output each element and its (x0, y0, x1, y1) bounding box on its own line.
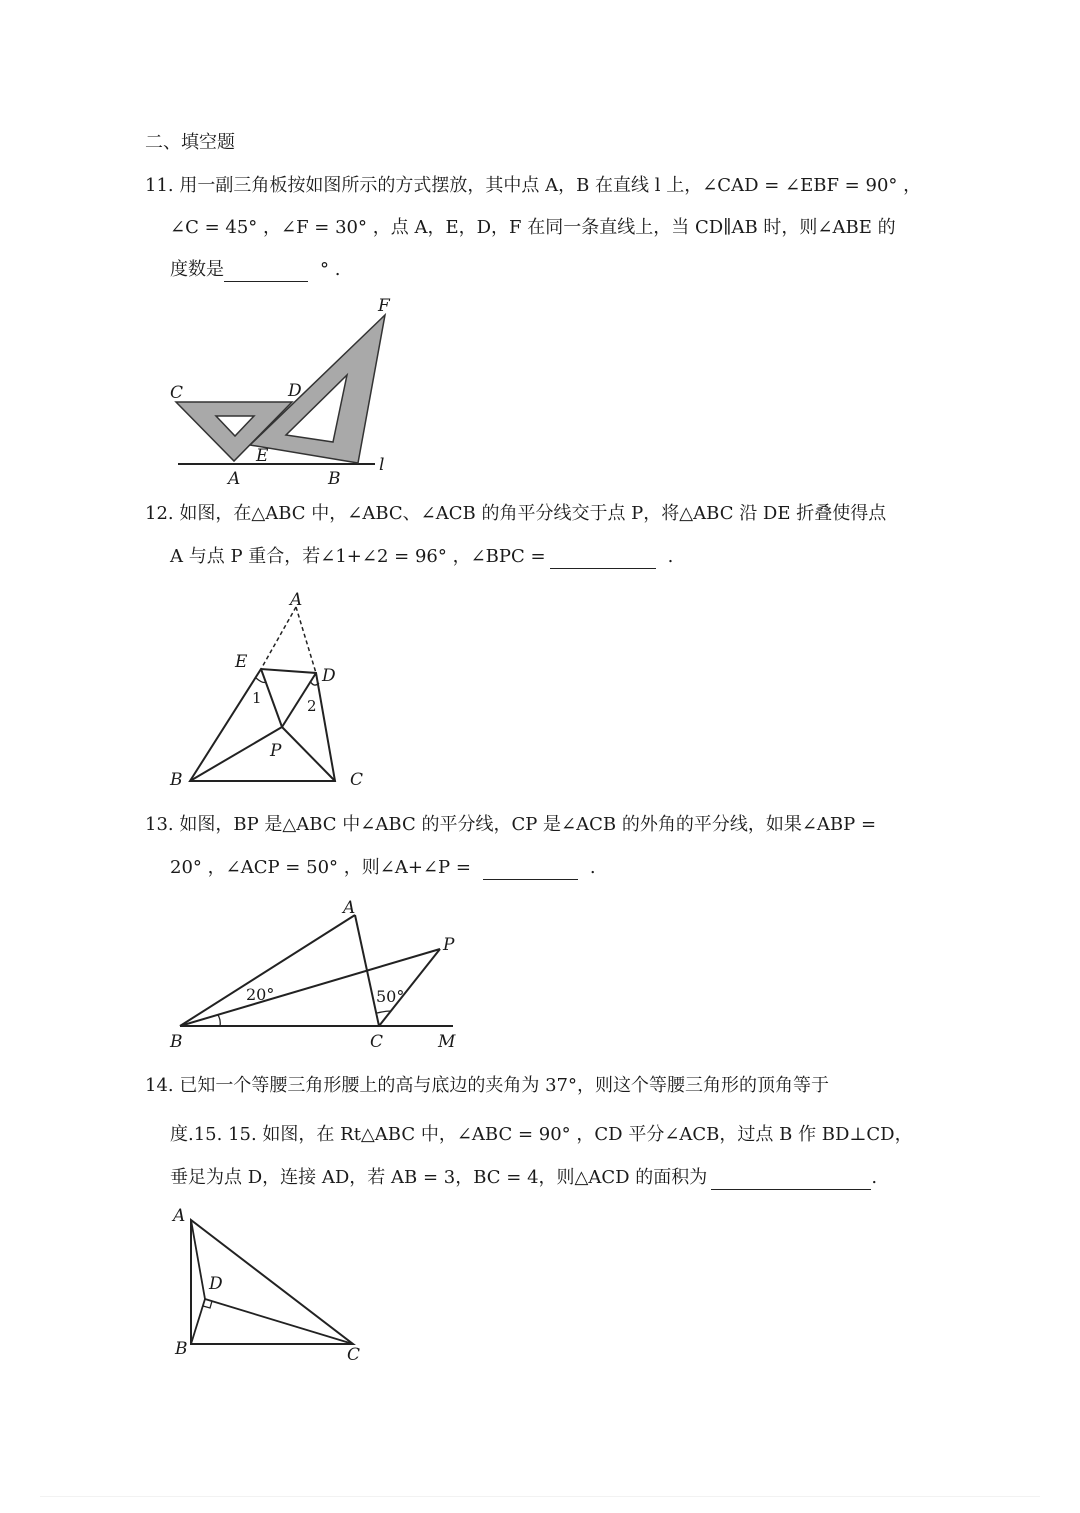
q12-line-1: 12. 如图，在△ABC 中，∠ABC、∠ACB 的角平分线交于点 P，将△ABC 沿 DE 折叠使得点 (145, 503, 887, 524)
q14-line-1: 14. 已知一个等腰三角形腰上的高与底边的夹角为 37°，则这个等腰三角形的顶角等于 (145, 1075, 829, 1096)
q15-figure (165, 1200, 385, 1370)
q12-dashed-ae (261, 607, 296, 669)
q11-line-3-prefix: 度数是 (170, 259, 224, 280)
q12-line-2-suffix: . (667, 546, 674, 567)
q15-line-3-prefix: 垂足为点 D，连接 AD，若 AB = 3，BC = 4，则△ACD 的面积为 (170, 1167, 708, 1188)
q11-label-b: B (328, 469, 341, 489)
q15-answer-blank[interactable] (711, 1169, 871, 1190)
q15-segment-ad (191, 1220, 205, 1299)
q15-line-2: 度.15. 15. 如图，在 Rt△ABC 中，∠ABC = 90° ，CD 平分∠ACB，过点 B 作 BD⊥CD， (170, 1124, 913, 1145)
q12-line-2-prefix: A 与点 P 重合，若∠1+∠2 = 96° ，∠BPC = (170, 546, 546, 567)
q13-answer-blank[interactable] (483, 859, 578, 880)
q11-line-3-suffix: ° . (320, 259, 341, 280)
q13-label-b: B (170, 1032, 183, 1052)
q12-segment-ep (261, 669, 282, 727)
q12-label-a: A (290, 590, 303, 610)
q13-label-angle-c: 50° (376, 987, 405, 1006)
q12-outline (190, 669, 335, 781)
q13-line-2-prefix: 20° ，∠ACP = 50° ，则∠A+∠P = (170, 857, 471, 878)
q12-label-b: B (170, 770, 183, 790)
q11-label-a: A (228, 469, 241, 489)
q13-angle-b-arc (218, 1015, 220, 1026)
q11-line-1: 11. 用一副三角板按如图所示的方式摆放，其中点 A，B 在直线 l 上，∠CAD = ∠EBF = 90° ， (145, 175, 922, 196)
q13-line-2 (170, 856, 1080, 880)
q11-line-3 (170, 258, 1080, 282)
q13-line-1: 13. 如图，BP 是△ABC 中∠ABC 的平分线，CP 是∠ACB 的外角的平分线，如果∠ABP = (145, 814, 877, 835)
q15-segment-bd (191, 1299, 205, 1344)
q15-label-c: C (347, 1345, 361, 1365)
q12-line-2 (170, 545, 1080, 569)
q15-label-b: B (175, 1339, 188, 1359)
q11-label-f: F (378, 296, 390, 316)
q13-line-2-suffix: . (589, 857, 596, 878)
q12-dashed-ad (296, 607, 316, 673)
q12-label-1: 1 (252, 689, 262, 707)
q13-label-p: P (443, 935, 455, 955)
q12-label-p: P (270, 741, 282, 761)
q15-segment-cd (205, 1299, 353, 1344)
q12-label-c: C (350, 770, 364, 790)
q12-answer-blank[interactable] (550, 548, 656, 569)
q11-line-2: ∠C = 45° ，∠F = 30° ，点 A，E，D，F 在同一条直线上，当 CD∥AB 时，则∠ABE 的 (170, 217, 896, 238)
q12-label-e: E (235, 652, 248, 672)
q12-segment-bp (190, 727, 282, 781)
q11-label-c: C (170, 383, 184, 403)
q12-label-2: 2 (307, 697, 317, 715)
q13-label-c: C (370, 1032, 384, 1052)
q15-line-3 (170, 1166, 1080, 1190)
q13-figure (160, 895, 480, 1055)
q11-label-e: E (256, 446, 269, 466)
q11-figure (150, 290, 410, 490)
q13-label-m: M (438, 1032, 456, 1052)
q13-label-angle-b: 20° (246, 985, 275, 1004)
footer-divider (40, 1496, 1040, 1497)
q11-label-d: D (288, 381, 302, 401)
q12-label-d: D (322, 666, 336, 686)
q15-label-a: A (173, 1206, 186, 1226)
q15-line-3-suffix: . (871, 1167, 878, 1188)
q13-label-a: A (343, 898, 356, 918)
section-title: 二、填空题 (145, 132, 235, 153)
q12-figure (160, 585, 380, 795)
q11-set-square-30 (250, 315, 385, 463)
q11-label-l: l (379, 455, 385, 475)
q15-label-d: D (209, 1274, 223, 1294)
q13-segment-ba (180, 915, 355, 1026)
q11-answer-blank[interactable] (224, 261, 308, 282)
